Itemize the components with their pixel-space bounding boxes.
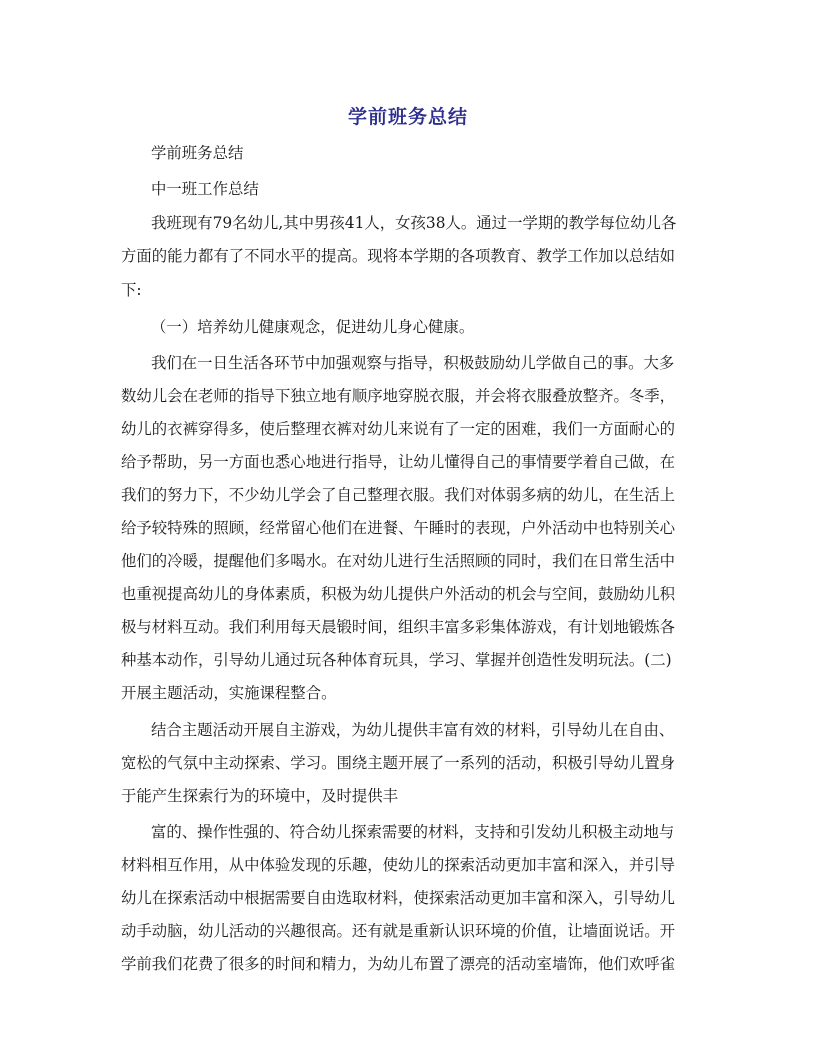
text-line: 我班现有79名幼儿,其中男孩41人，女孩38人。通过一学期的教学每位幼儿各	[151, 214, 677, 232]
subtitle: 学前班务总结	[151, 144, 244, 162]
text-line: （一）培养幼儿健康观念，促进幼儿身心健康。	[151, 318, 475, 336]
text-line: 极与材料互动。我们利用每天晨锻时间，组织丰富多彩集体游戏，有计划地锻炼各	[121, 618, 676, 636]
text-line: 开展主题活动，实施课程整合。	[121, 684, 337, 702]
text-line: 数幼儿会在老师的指导下独立地有顺序地穿脱衣服，并会将衣服叠放整齐。冬季，	[121, 387, 676, 405]
text-line: 幼儿在探索活动中根据需要自由选取材料，使探索活动更加丰富和深入，引导幼儿	[121, 889, 676, 907]
text-line: 富的、操作性强的、符合幼儿探索需要的材料，支持和引发幼儿积极主动地与	[151, 823, 675, 841]
text-line: 给予帮助，另一方面也悉心地进行指导，让幼儿懂得自己的事情要学着自己做，在	[121, 453, 676, 471]
text-line: 学前我们花费了很多的时间和精力，为幼儿布置了漂亮的活动室墙饰，他们欢呼雀	[121, 955, 676, 973]
text-line: 他们的冷暖，提醒他们多喝水。在对幼儿进行生活照顾的同时，我们在日常生活中	[121, 552, 676, 570]
text-line: 方面的能力都有了不同水平的提高。现将本学期的各项教育、教学工作加以总结如	[121, 247, 676, 265]
text-line: 种基本动作，引导幼儿通过玩各种体育玩具，学习、掌握并创造性发明玩法。(二)	[121, 651, 672, 669]
text-line: 给予较特殊的照顾，经常留心他们在进餐、午睡时的表现，户外活动中也特别关心	[121, 519, 676, 537]
text-line: 我们在一日生活各环节中加强观察与指导，积极鼓励幼儿学做自己的事。大多	[151, 354, 675, 372]
section-heading: 中一班工作总结	[151, 180, 259, 198]
text-line: 材料相互作用，从中体验发现的乐趣，使幼儿的探索活动更加丰富和深入，并引导	[121, 856, 676, 874]
text-line: 宽松的气氛中主动探索、学习。围绕主题开展了一系列的活动，积极引导幼儿置身	[121, 754, 676, 772]
text-line: 幼儿的衣裤穿得多，使后整理衣裤对幼儿来说有了一定的困难，我们一方面耐心的	[121, 420, 676, 438]
page-title: 学前班务总结	[347, 106, 468, 128]
text-line: 动手动脑，幼儿活动的兴趣很高。还有就是重新认识环境的价值，让墙面说话。开	[121, 922, 676, 940]
text-line: 也重视提高幼儿的身体素质，积极为幼儿提供户外活动的机会与空间，鼓励幼儿积	[121, 585, 676, 603]
text-line: 下:	[121, 281, 142, 299]
text-line: 我们的努力下，不少幼儿学会了自己整理衣服。我们对体弱多病的幼儿，在生活上	[121, 486, 676, 504]
text-line: 于能产生探索行为的环境中，及时提供丰	[121, 787, 399, 805]
text-line: 结合主题活动开展自主游戏，为幼儿提供丰富有效的材料，引导幼儿在自由、	[151, 721, 675, 739]
